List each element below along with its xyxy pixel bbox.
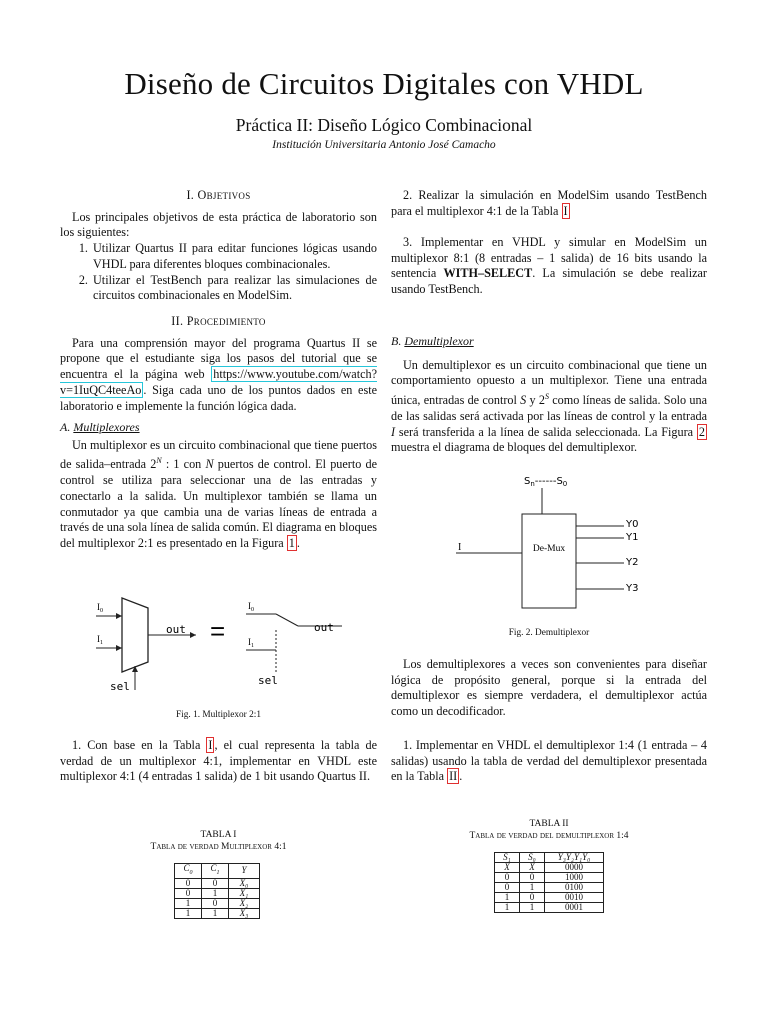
switch-label-sel: sel bbox=[258, 674, 278, 687]
table-row: 1 1 X₃ bbox=[175, 908, 260, 918]
output-label-y0: Y0 bbox=[626, 519, 639, 530]
mux-paragraph: Un multiplexor es un circuito combinacional que tiene puertos de salida–entrada $2^N$ : 1 con N puertos de control. El puerto de control se utiliza para seleccionar una de las entradas y conectarlo a la salida. Un multiplexor también se llama un conmutador ya que cambia una de varias líneas de entrada a través de una sola línea de salida común. El diagrama en bloques del multiplexor 2:1 es presentado en la Figura 1 . bbox=[60, 437, 378, 550]
section-heading: I. Objetivos bbox=[186, 188, 251, 202]
list-item: 1. Utilizar Quartus II para editar funciones lógicas usando VHDL para diferentes bloques combinacionales. bbox=[91, 241, 377, 272]
table-header-row: $C_0$ $C_1$ Y bbox=[175, 864, 260, 879]
mux-block-shape bbox=[122, 598, 148, 672]
task-2-paragraph: 2. Realizar la simulación en ModelSim usando TestBench para el multiplexor 4:1 de la Tabla I bbox=[391, 188, 707, 218]
label-out: out bbox=[166, 623, 186, 636]
section-heading: II. Procedimiento bbox=[171, 314, 266, 328]
table-row: 0 0 X₀ bbox=[175, 878, 260, 888]
table-row: 1 0 X₂ bbox=[175, 898, 260, 908]
objectives-list bbox=[60, 241, 377, 304]
figure-2-caption: Fig. 2. Demultiplexor bbox=[508, 628, 590, 638]
task-1-paragraph: 1. Con base en la Tabla I , el cual representa la tabla de verdad de un multiplexor 4:1, implementar en VHDL este multiplexor 4:1 (4 entradas 1 salida) de 1 bit usando Quartus II. bbox=[60, 738, 377, 784]
switch-label-out: out bbox=[314, 621, 334, 634]
label-i0: $I_0$ bbox=[97, 602, 103, 614]
demux-paragraph-2: Los demultiplexores a veces son convenientes para diseñar lógica de propósito general, porque si la entrada del demultiplexor es siempre verdadera, el demultiplexor actúa como un decodificador. bbox=[391, 657, 707, 719]
table-row: 0 1 X₁ bbox=[175, 888, 260, 898]
table-2 bbox=[494, 852, 604, 913]
table-row: 1 1 0001 bbox=[495, 903, 604, 913]
tutorial-link[interactable]: https://www.youtube.com/watch?v=1IuQC4teeAo bbox=[60, 367, 377, 397]
task-3-paragraph: 3. Implementar en VHDL y simular en ModelSim un multiplexor 8:1 (8 entradas – 1 salida) de 16 bits usando la sentencia WITH–SELECT. La simulación se debe realizar usando TestBench. bbox=[391, 235, 707, 297]
label-sel: sel bbox=[110, 680, 130, 693]
switch-label-i1: $I_1$ bbox=[248, 637, 254, 649]
table-ref-link[interactable]: I bbox=[563, 203, 568, 218]
demux-block-label: De-Mux bbox=[532, 544, 566, 554]
table-1-caption: TABLA I Tabla de verdad Multiplexor 4:1 bbox=[150, 830, 287, 852]
table-2-caption: TABLA II Tabla de verdad del demultiplexor 1:4 bbox=[469, 819, 629, 841]
subsection-demultiplexor bbox=[391, 334, 707, 456]
procedure-paragraph: Para una comprensión mayor del programa Quartus II se propone que el estudiante siga los pasos del tutorial que se encuentra el la página web https://www.youtube.com/watch?v=1IuQC4teeAo . Siga cada uno de los puntos dados en este laboratorio e implemente la función lógica dada. bbox=[60, 335, 377, 413]
objectives-intro: Los principales objetivos de esta práctica de laboratorio son los siguientes: bbox=[60, 209, 377, 240]
output-label-y2: Y2 bbox=[626, 557, 639, 568]
demux-paragraph: Un demultiplexor es un circuito combinacional que tiene un comportamiento opuesto a un multiplexor. Tiene una entrada única, entradas de control S y $2^S$ como líneas de salida. Solo una de las salidas será activada por las líneas de control y la entrada I será transferida a la línea de salida seleccionada. La Figura 2 muestra el diagrama de bloques del demultiplexor. bbox=[391, 357, 708, 455]
table-header-row: S₁ S₀ Y₃Y₂Y₁Y₀ bbox=[495, 853, 604, 863]
switch-arm bbox=[276, 614, 298, 626]
paper-title: Diseño de Circuitos Digitales con VHDL bbox=[124, 66, 644, 101]
output-label-y3: Y3 bbox=[626, 583, 639, 594]
table-ref-link[interactable]: II bbox=[449, 769, 458, 784]
figure-ref-link[interactable]: 1 bbox=[288, 535, 295, 550]
table-row: 0 1 0100 bbox=[495, 883, 604, 893]
table-ref-link[interactable]: I bbox=[208, 738, 213, 752]
label-i1: $I_1$ bbox=[97, 634, 103, 646]
subsection-heading: B. Demultiplexor bbox=[391, 334, 474, 348]
table-row: 0 0 1000 bbox=[495, 873, 604, 883]
institution: Institución Universitaria Antonio José Camacho bbox=[272, 139, 496, 151]
switch-label-i0: $I_0$ bbox=[248, 601, 254, 613]
figure-2-demux-diagram bbox=[452, 470, 652, 615]
figure-ref-link[interactable]: 2 bbox=[698, 424, 705, 439]
demux-block-shape bbox=[522, 514, 576, 608]
table-1 bbox=[174, 863, 260, 919]
equals-sign: = bbox=[210, 616, 226, 646]
control-label: $S_n------S_0$ bbox=[524, 476, 568, 488]
list-item: 2. Utilizar el TestBench para realizar las simulaciones de circuitos combinacionales en ModelSim. bbox=[91, 273, 377, 304]
subsection-multiplexores bbox=[60, 420, 377, 552]
table-row: X X 0000 bbox=[495, 863, 604, 873]
input-label: I bbox=[458, 542, 462, 553]
task-4-paragraph: 1. Implementar en VHDL el demultiplexor 1:4 (1 entrada – 4 salidas) usando la tabla de verdad del demultiplexor presentada en la Tabla II . bbox=[391, 738, 707, 784]
paper-subtitle: Práctica II: Diseño Lógico Combinacional bbox=[235, 115, 533, 135]
output-label-y1: Y1 bbox=[626, 532, 639, 543]
section-objetivos bbox=[60, 188, 377, 304]
subsection-heading: A. Multiplexores bbox=[60, 420, 140, 434]
figure-1-mux-diagram bbox=[88, 590, 348, 695]
table-row: 1 0 0010 bbox=[495, 893, 604, 903]
section-procedimiento bbox=[60, 314, 377, 414]
figure-1-caption: Fig. 1. Multiplexor 2:1 bbox=[176, 710, 261, 720]
